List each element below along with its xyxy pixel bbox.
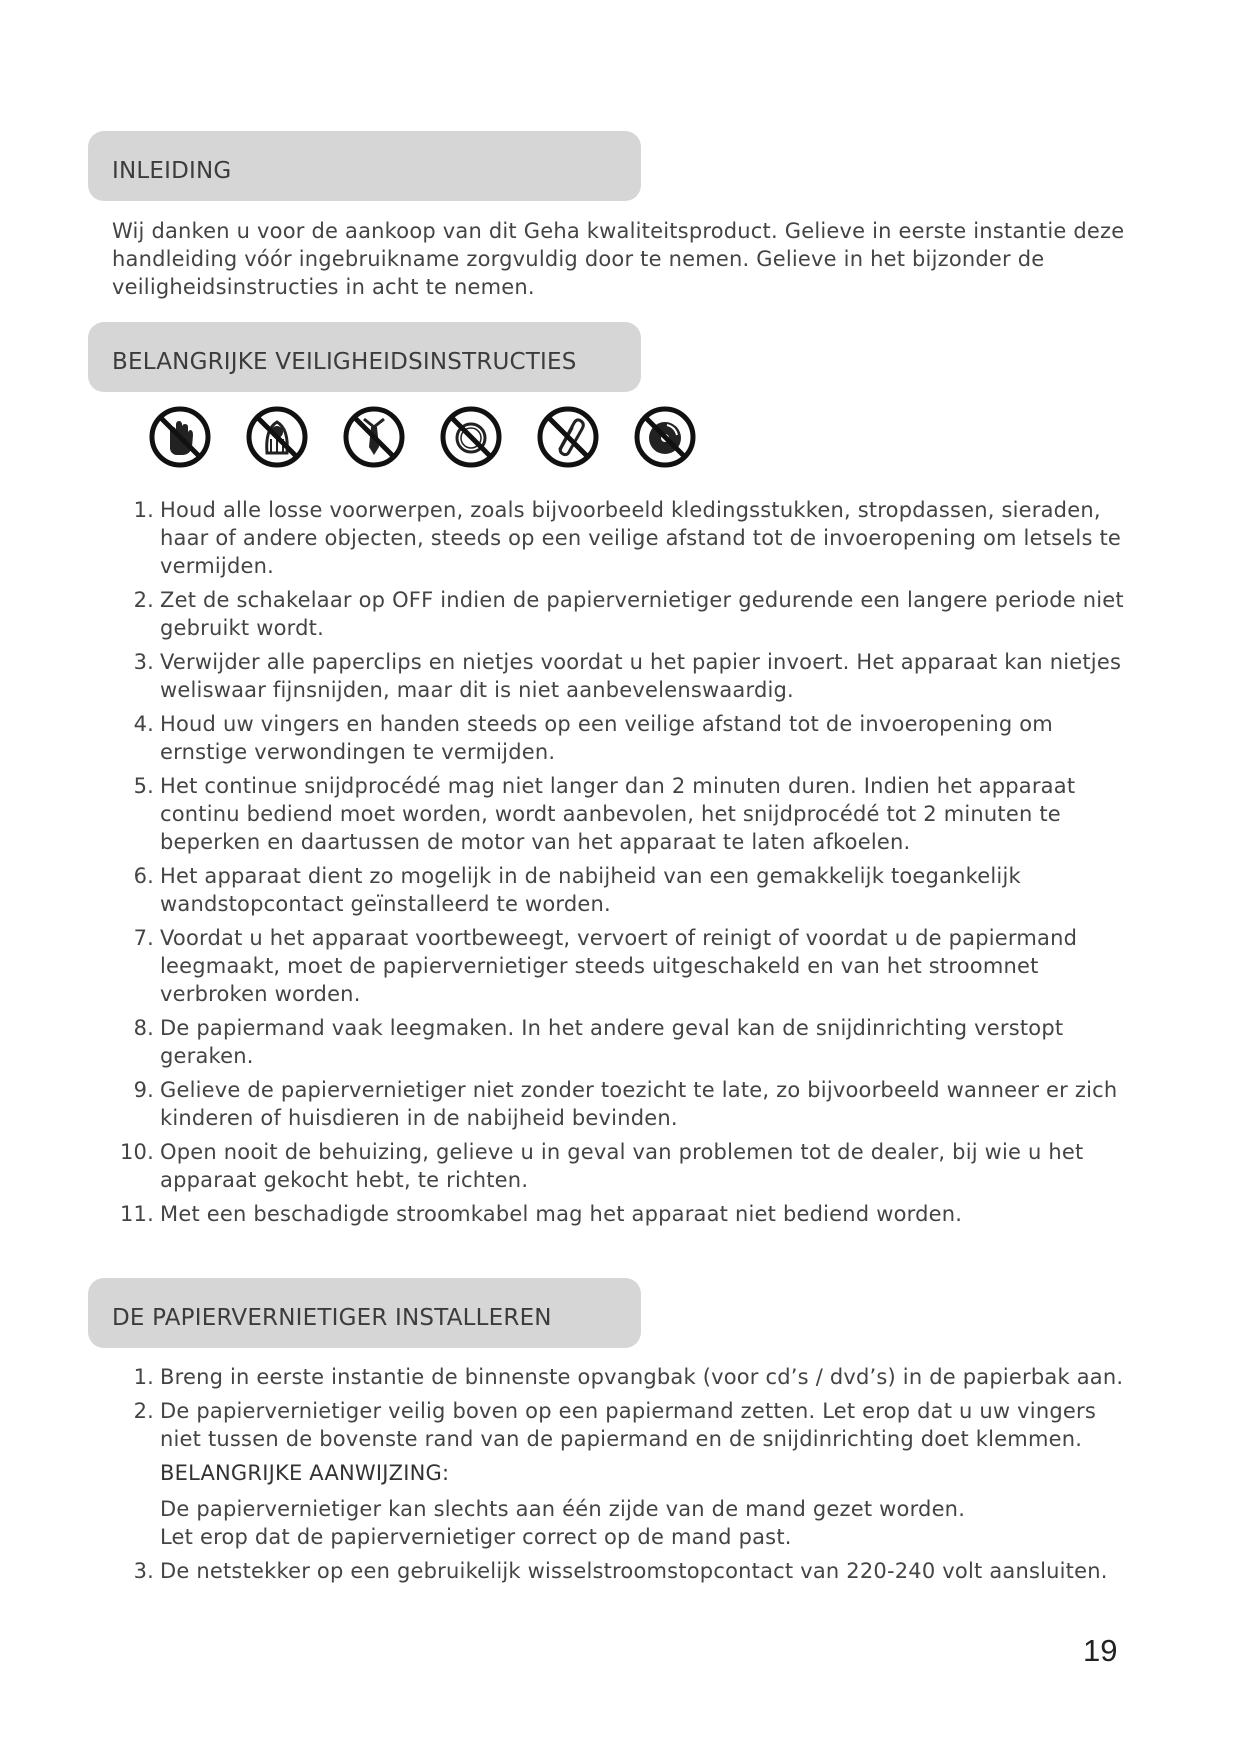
section-header-safety bbox=[88, 322, 641, 392]
section-header-intro bbox=[88, 131, 641, 201]
note-text: Let erop dat de papiervernietiger correct op de mand past. bbox=[160, 1525, 792, 1549]
section-title: BELANGRIJKE VEILIGHEIDSINSTRUCTIES bbox=[112, 349, 577, 375]
note-title: BELANGRIJKE AANWIJZING: bbox=[160, 1461, 450, 1485]
no-tie-icon bbox=[342, 405, 406, 469]
no-cd-icon bbox=[633, 405, 697, 469]
list-item: 1. Breng in eerste instantie de binnenste opvangbak (voor cd’s / dvd’s) in de papierbak aan. bbox=[133, 1365, 1124, 1389]
list-item: 2. Zet de schakelaar op OFF indien de papiervernietiger gedurende een langere periode niet gebruikt wordt. bbox=[133, 588, 1124, 640]
safety-icons bbox=[148, 405, 728, 475]
no-paperclip-icon bbox=[536, 405, 600, 469]
list-item: 10. Open nooit de behuizing, gelieve u in geval van problemen tot de dealer, bij wie u het apparaat gekocht hebt, te richten. bbox=[120, 1140, 1084, 1192]
list-item: 9. Gelieve de papiervernietiger niet zonder toezicht te late, zo bijvoorbeeld wanneer er zich kinderen of huisdieren in de nabijheid bevinden. bbox=[133, 1078, 1118, 1130]
no-hands-icon bbox=[148, 405, 212, 469]
list-item: 1. Houd alle losse voorwerpen, zoals bijvoorbeeld kledingsstukken, stropdassen, sieraden, haar of andere objecten, steeds op een veilige afstand tot de invoeropening om letsels te vermijden. bbox=[133, 498, 1122, 578]
section-header-install bbox=[88, 1278, 641, 1348]
section-title: INLEIDING bbox=[112, 158, 232, 184]
list-item: 3. De netstekker op een gebruikelijk wisselstroomstopcontact van 220-240 volt aansluiten. bbox=[133, 1559, 1108, 1583]
list-item: 7. Voordat u het apparaat voortbeweegt, vervoert of reinigt of voordat u de papiermand leegmaakt, moet de papiervernietiger steeds uitgeschakeld en van het stroomnet verbroken worden. bbox=[133, 926, 1078, 1006]
list-item: 11. Met een beschadigde stroomkabel mag het apparaat niet bediend worden. bbox=[120, 1202, 963, 1226]
list-item: 5. Het continue snijdprocédé mag niet langer dan 2 minuten duren. Indien het apparaat continu bediend moet worden, wordt aanbevolen, het snijdprocédé tot 2 minuten te beperken en daartussen de motor van het apparaat te laten afkoelen. bbox=[133, 774, 1076, 854]
intro-paragraph: Wij danken u voor de aankoop van dit Geha kwaliteitsproduct. Gelieve in eerste instantie deze handleiding vóór ingebruikname zorgvuldig door te nemen. Gelieve in het bijzonder de veiligheidsinstructies in acht te nemen. bbox=[112, 219, 1125, 299]
section-title: DE PAPIERVERNIETIGER INSTALLEREN bbox=[112, 1305, 552, 1331]
safety-instructions-list bbox=[112, 496, 1142, 1234]
no-jewelry-icon bbox=[439, 405, 503, 469]
list-item: 4. Houd uw vingers en handen steeds op een veilige afstand tot de invoeropening om ernstige verwondingen te vermijden. bbox=[133, 712, 1053, 764]
no-long-hair-icon bbox=[245, 405, 309, 469]
list-item: 6. Het apparaat dient zo mogelijk in de nabijheid van een gemakkelijk toegankelijk wandstopcontact geïnstalleerd te worden. bbox=[133, 864, 1021, 916]
list-item: 3. Verwijder alle paperclips en nietjes voordat u het papier invoert. Het apparaat kan nietjes weliswaar fijnsnijden, maar dit is niet aanbevelenswaardig. bbox=[133, 650, 1122, 702]
note-text: De papiervernietiger kan slechts aan één zijde van de mand gezet worden. bbox=[160, 1497, 966, 1521]
list-item: 2. De papiervernietiger veilig boven op een papiermand zetten. Let erop dat u uw vingers niet tussen de bovenste rand van de papiermand en de snijdinrichting doet klemmen. BELANGRIJKE AANWIJZING: De papiervernietiger kan slechts aan één zijde van de mand gezet worden. Let erop dat de papiervernietiger correct op de mand past. bbox=[112, 1397, 1142, 1551]
page-number: 19 bbox=[1083, 1633, 1118, 1668]
list-item: 8. De papiermand vaak leegmaken. In het andere geval kan de snijdinrichting verstopt geraken. bbox=[133, 1016, 1064, 1068]
install-steps-list bbox=[112, 1363, 1142, 1591]
